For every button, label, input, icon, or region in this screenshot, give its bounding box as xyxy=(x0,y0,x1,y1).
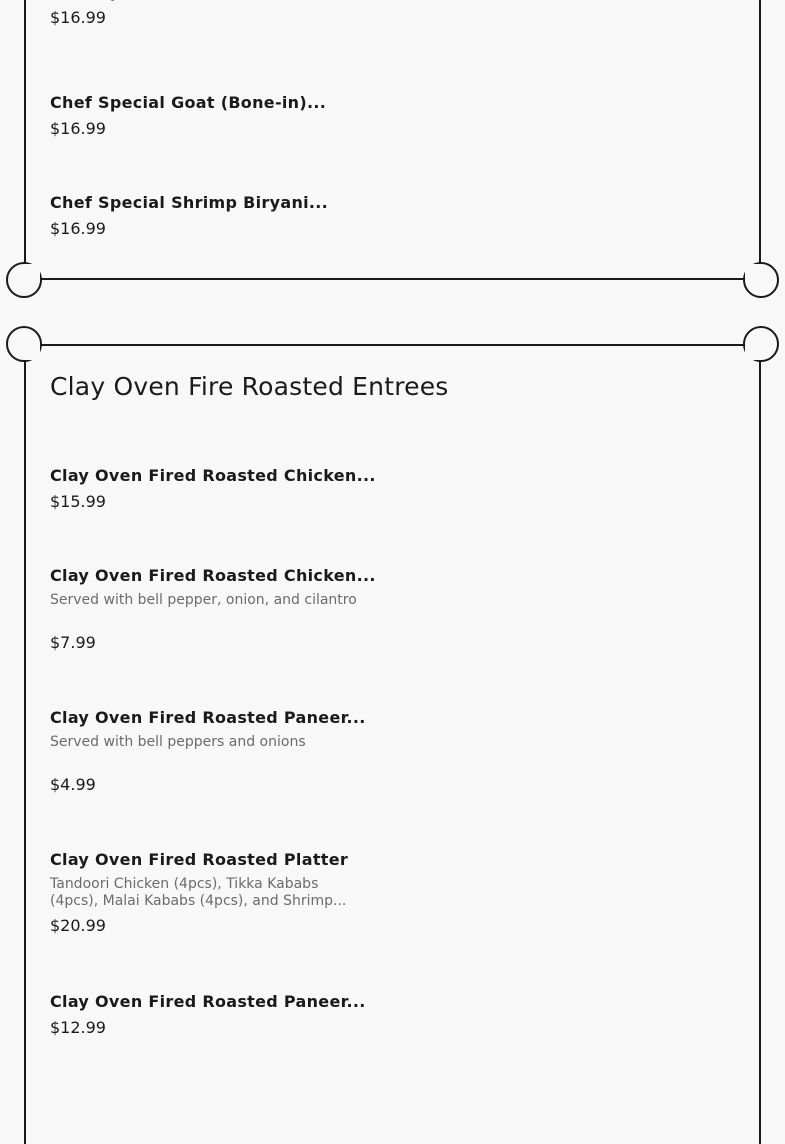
item-name: Clay Oven Fired Roasted Paneer... xyxy=(50,992,366,1011)
menu-item[interactable] xyxy=(50,93,360,139)
item-price: $16.99 xyxy=(50,8,106,27)
item-price: $16.99 xyxy=(50,119,106,138)
item-name: Chef Special Goat (Bone-in)... xyxy=(50,93,327,112)
item-price: $20.99 xyxy=(50,916,106,935)
item-price: $15.99 xyxy=(50,492,106,511)
item-name: Clay Oven Fired Roasted Chicken... xyxy=(50,466,376,485)
menu-item[interactable] xyxy=(50,466,376,512)
section-title: Clay Oven Fire Roasted Entrees xyxy=(50,372,449,401)
chef-special-section xyxy=(24,0,761,280)
menu-item[interactable] xyxy=(50,850,360,936)
item-name: Clay Oven Fired Roasted Platter xyxy=(50,850,349,869)
menu-item[interactable] xyxy=(50,992,366,1038)
item-name: Clay Oven Fired Roasted Paneer... xyxy=(50,708,366,727)
menu-item[interactable] xyxy=(50,566,376,653)
item-description: Served with bell peppers and onions xyxy=(50,734,306,750)
menu-item[interactable] xyxy=(50,0,360,28)
menu-item[interactable] xyxy=(50,193,360,239)
item-price: $7.99 xyxy=(50,633,96,652)
clay-oven-section xyxy=(24,344,761,1144)
item-name: Clay Oven Fired Roasted Chicken... xyxy=(50,566,376,585)
item-name xyxy=(50,0,360,2)
item-price: $12.99 xyxy=(50,1018,106,1037)
menu-item[interactable] xyxy=(50,708,366,795)
item-description: Tandoori Chicken (4pcs), Tikka Kababs (4pcs), Malai Kababs (4pcs), and Shrimp... xyxy=(50,876,347,909)
item-price: $4.99 xyxy=(50,775,96,794)
item-description: Served with bell pepper, onion, and cilantro xyxy=(50,592,357,608)
item-name: Chef Special Shrimp Biryani... xyxy=(50,193,329,212)
item-price: $16.99 xyxy=(50,219,106,238)
